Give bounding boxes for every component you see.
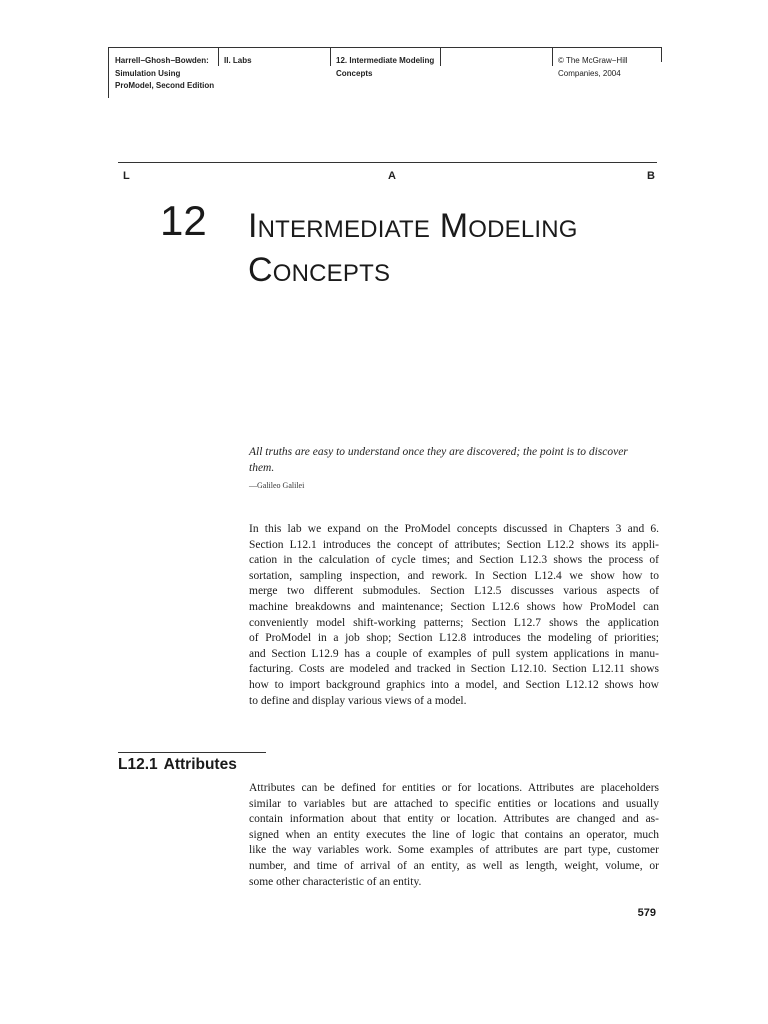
chapter-rule [118,162,657,163]
paragraph-line: and Section L12.9 has a couple of examples of pull system applications in manu- [249,647,659,660]
page-number: 579 [637,907,656,919]
header-chapter-line: Concepts [336,68,373,78]
header-book-line: Simulation Using [115,68,181,78]
epigraph-source: —Galileo Galilei [249,481,305,490]
chapter-letter-middle: A [388,170,396,182]
header-divider [661,48,662,62]
section-number: L12.1 [118,756,158,773]
paragraph-line: similar to variables but are attached to specific entities or locations and usually [249,797,659,810]
paragraph-line: machine breakdowns and maintenance; Section L12.6 shows how ProModel can [249,600,659,613]
paragraph-line: Attributes can be defined for entities or for locations. Attributes are placeholders [249,782,659,794]
paragraph-line: number, and time of arrival of an entity, as well as length, weight, volume, or [249,859,659,872]
section-heading [118,755,237,775]
header-part: II. Labs [224,56,252,65]
chapter-number: 12 [160,197,207,244]
paragraph-line: like the way variables work. Some examples of attributes are part type, customer [249,844,659,857]
paragraph-line: some other characteristic of an entity. [249,875,422,888]
header-copyright-cell [552,48,662,78]
paragraph-line: how to import background graphics into a model, and Section L12.12 shows how [249,678,659,691]
epigraph-quote: All truths are easy to understand once they are discovered; the point is to discover them. [249,446,628,474]
paragraph-line: facturing. Costs are modeled and tracked in Section L12.10. Section L12.11 shows [249,663,659,676]
paragraph-line: of ProModel in a job shop; Section L12.8 introduces the modeling of priorities; [249,632,659,645]
header-book-line: Harrell−Ghosh−Bowden: [115,56,209,65]
paragraph-line: to define and display various views of a model. [249,694,467,707]
header-book-cell [108,48,218,98]
header-part-cell [218,48,328,68]
paragraph-line: conveniently model shift-working patterns; Section L12.7 shows the application [249,616,659,629]
paragraph-line: merge two different submodules. Section L12.5 discusses various aspects of [249,585,659,598]
section-title: Attributes [163,756,237,773]
section-rule [118,752,266,753]
intro-paragraph [249,522,659,709]
paragraph-line: Section L12.1 introduces the concept of attributes; Section L12.2 shows its appli- [249,538,659,551]
chapter-title-line: Concepts [248,251,391,289]
paragraph-line: cation in the calculation of cycle times; and Section L12.3 shows the process of [249,554,659,567]
chapter-letter-right: B [647,170,655,182]
header-copyright-line: © The McGraw−Hill [558,56,628,65]
paragraph-line: In this lab we expand on the ProModel concepts discussed in Chapters 3 and 6. [249,523,659,535]
header-chapter-cell [330,48,440,78]
chapter-title-line: Intermediate Modeling [248,207,578,245]
attributes-paragraph [249,781,659,890]
header-copyright-line: Companies, 2004 [558,68,621,78]
paragraph-line: signed when an entity executes the line of logic that contains an operator, much [249,828,659,841]
paragraph-line: contain information about that entity or location. Attributes are changed and as- [249,813,659,826]
header-chapter-line: 12. Intermediate Modeling [336,56,435,65]
running-header [108,47,662,98]
header-divider [440,48,441,66]
chapter-letter-left: L [123,170,130,182]
paragraph-line: sortation, sampling inspection, and rework. In Section L12.4 we show how to [249,569,659,582]
chapter-title [248,204,578,292]
header-book-line: ProModel, Second Edition [115,81,215,90]
